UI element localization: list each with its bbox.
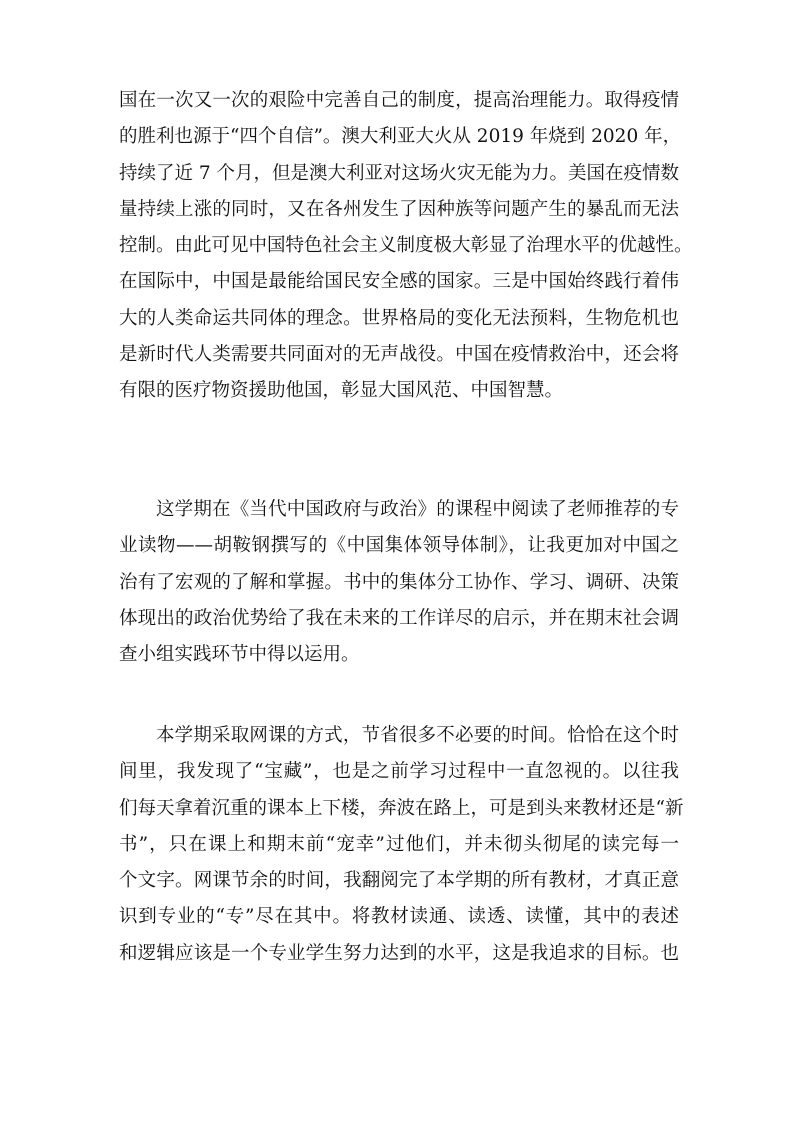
text-line: 识到专业的“专”尽在其中。将教材读通、读透、读懂，其中的表述 [119,906,679,928]
paragraph-2 [119,492,679,673]
text-line: 和逻辑应该是一个专业学生努力达到的水平，这是我追求的目标。也 [119,942,679,964]
text-line: 个文字。网课节余的时间，我翻阅完了本学期的所有教材，才真正意 [119,870,679,892]
text-line: 的胜利也源于“四个自信”。澳大利亚大火从 2019 年烧到 2020 年， [119,126,682,148]
text-line: 业读物——胡鞍钢撰写的《中国集体领导体制》，让我更加对中国之 [119,535,679,557]
text-line: 本学期采取网课的方式，节省很多不必要的时间。恰恰在这个时 [156,725,679,746]
text-line: 间里，我发现了“宝藏”，也是之前学习过程中一直忽视的。以往我 [119,761,679,783]
text-line: 体现出的政治优势给了我在未来的工作详尽的启示，并在期末社会调 [119,607,679,629]
text-line: 控制。由此可见中国特色社会主义制度极大彰显了治理水平的优越性。 [119,235,693,257]
text-line: 书”，只在课上和期末前“宠幸”过他们，并未彻头彻尾的读完每一 [119,833,679,855]
text-line: 们每天拿着沉重的课本上下楼，奔波在路上，可是到头来教材还是“新 [119,797,684,819]
text-line: 治有了宏观的了解和掌握。书中的集体分工协作、学习、调研、决策 [119,571,679,593]
text-line: 在国际中，中国是最能给国民安全感的国家。三是中国始终践行着伟 [119,271,679,293]
text-line: 大的人类命运共同体的理念。世界格局的变化无法预料，生物危机也 [119,307,679,329]
paragraph-1 [119,83,693,410]
text-line: 量持续上涨的同时，又在各州发生了因种族等问题产生的暴乱而无法 [119,198,679,220]
text-line: 这学期在《当代中国政府与政治》的课程中阅读了老师推荐的专 [156,499,679,520]
text-line: 国在一次又一次的艰险中完善自己的制度，提高治理能力。取得疫情 [119,90,679,111]
paragraph-3 [119,718,684,972]
text-line: 持续了近 7 个月，但是澳大利亚对这场火灾无能为力。美国在疫情数 [119,162,680,184]
text-line: 有限的医疗物资援助他国，彰显大国风范、中国智慧。 [119,380,564,402]
text-line: 是新时代人类需要共同面对的无声战役。中国在疫情救治中，还会将 [119,344,679,366]
text-line: 查小组实践环节中得以运用。 [119,644,360,666]
